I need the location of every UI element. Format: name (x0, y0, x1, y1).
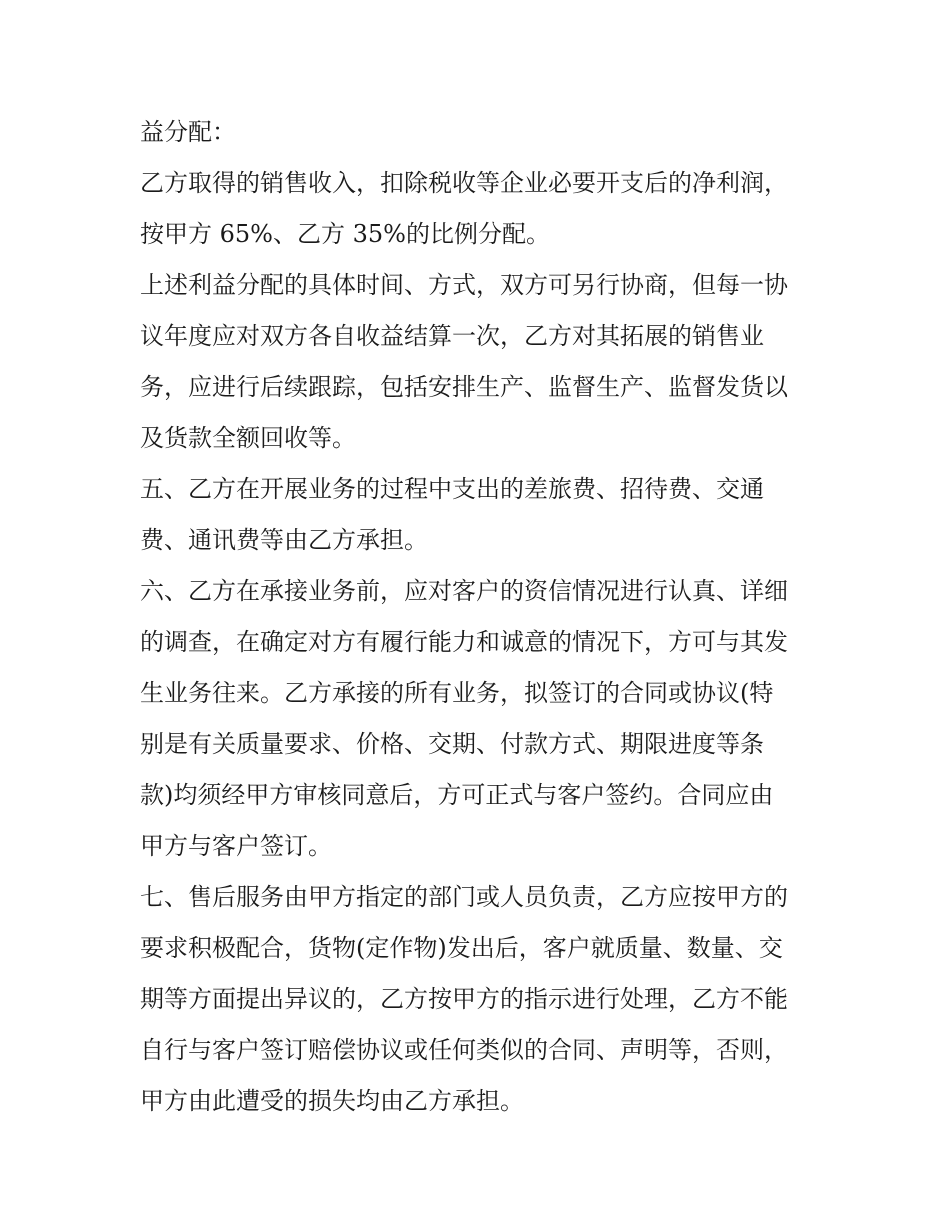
text-line: 七、售后服务由甲方指定的部门或人员负责，乙方应按甲方的 (140, 883, 788, 911)
text-line: 甲方由此遭受的损失均由乙方承担。 (140, 1087, 524, 1115)
text-line: 乙方取得的销售收入，扣除税收等企业必要开支后的净利润， (140, 169, 788, 197)
text-line: 按甲方 65%、乙方 35%的比例分配。 (140, 220, 550, 248)
text-line: 生业务往来。乙方承接的所有业务，拟签订的合同或协议(特 (140, 679, 774, 707)
document-body (140, 107, 820, 1127)
text-line: 款)均须经甲方审核同意后，方可正式与客户签约。合同应由 (140, 781, 774, 809)
text-line: 及货款全额回收等。 (140, 424, 356, 452)
text-line: 别是有关质量要求、价格、交期、付款方式、期限进度等条 (140, 730, 764, 758)
text-line: 议年度应对双方各自收益结算一次，乙方对其拓展的销售业 (140, 322, 764, 350)
text-line: 六、乙方在承接业务前，应对客户的资信情况进行认真、详细 (140, 577, 788, 605)
text-line: 期等方面提出异议的，乙方按甲方的指示进行处理，乙方不能 (140, 985, 788, 1013)
text-line: 的调查，在确定对方有履行能力和诚意的情况下，方可与其发 (140, 628, 788, 656)
text-line: 费、通讯费等由乙方承担。 (140, 526, 428, 554)
text-line: 上述利益分配的具体时间、方式，双方可另行协商，但每一协 (140, 271, 788, 299)
text-line: 五、乙方在开展业务的过程中支出的差旅费、招待费、交通 (140, 475, 764, 503)
text-line: 要求积极配合，货物(定作物)发出后，客户就质量、数量、交 (140, 934, 783, 962)
text-line: 益分配： (140, 118, 236, 146)
text-line: 务，应进行后续跟踪，包括安排生产、监督生产、监督发货以 (140, 373, 788, 401)
text-line: 甲方与客户签订。 (140, 832, 332, 860)
text-line: 自行与客户签订赔偿协议或任何类似的合同、声明等，否则， (140, 1036, 788, 1064)
